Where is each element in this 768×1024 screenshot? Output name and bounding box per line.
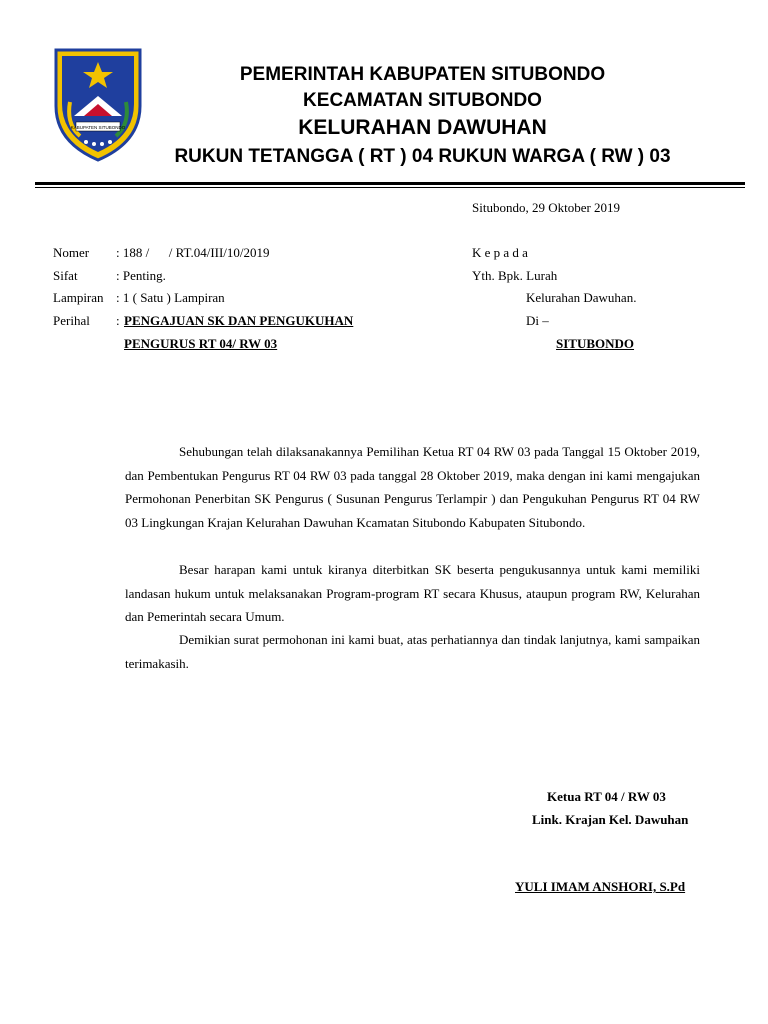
situbondo-regency-emblem: [50, 44, 146, 164]
sifat-value: : Penting.: [116, 268, 166, 283]
body-paragraph-1: Sehubungan telah dilaksanakannya Pemilihan Ketua RT 04 RW 03 pada Tanggal 15 Oktober 2019, dan Pembentukan Pengurus RT 04 RW 03 pada tanggal 28 Oktober 2019, maka dengan ini kami mengajukan Permohonan Penerbitan SK Pengurus ( Susunan Pengurus Terlampir ) dan Pengukuhan Pengurus RT 04 RW 03 Lingkungan Krajan Kelurahan Dawuhan Kcamatan Situbondo Kabupaten Situbondo.: [125, 444, 700, 530]
letter-date: Situbondo, 29 Oktober 2019: [472, 200, 621, 215]
letterhead-rt-rw: RUKUN TETANGGA ( RT ) 04 RUKUN WARGA ( RW ) 03: [174, 146, 671, 167]
perihal-subject-line2: PENGURUS RT 04/ RW 03: [124, 336, 278, 351]
logo-banner-text: KABUPATEN SITUBONDO: [70, 125, 126, 130]
lampiran-label: Lampiran: [53, 290, 104, 305]
signature-subtitle: Link. Krajan Kel. Dawuhan: [532, 812, 689, 827]
letterhead-divider-thin: [35, 187, 745, 188]
body-paragraph-3: Demikian surat permohonan ini kami buat, atas perhatiannya dan tindak lanjutnya, kami sampaikan terimakasih.: [125, 632, 700, 671]
perihal-colon: :: [116, 313, 120, 328]
recipient-office: Kelurahan Dawuhan.: [526, 290, 637, 305]
sifat-label: Sifat: [53, 268, 78, 283]
perihal-subject-line1: PENGAJUAN SK DAN PENGUKUHAN: [124, 313, 354, 328]
letterhead-district: KECAMATAN SITUBONDO: [303, 90, 542, 111]
letterhead-village: KELURAHAN DAWUHAN: [298, 116, 547, 139]
body-paragraph-2: Besar harapan kami untuk kiranya diterbitkan SK beserta pengukusannya untuk kami memiliki landasan hukum untuk melaksanakan Program-program RT secara Khusus, ataupun program RW, Kelurahan dan Pemerintah secara Umum.: [125, 562, 700, 624]
lampiran-value: : 1 ( Satu ) Lampiran: [116, 290, 225, 305]
recipient-city: SITUBONDO: [556, 336, 635, 351]
letterhead-government: PEMERINTAH KABUPATEN SITUBONDO: [239, 64, 606, 85]
signature-title: Ketua RT 04 / RW 03: [547, 789, 666, 804]
nomor-label: Nomer: [53, 245, 90, 260]
signatory-name: YULI IMAM ANSHORI, S.Pd: [515, 879, 686, 894]
nomor-value: : 188 / / RT.04/III/10/2019: [116, 245, 270, 260]
letterhead-divider-thick: [35, 182, 745, 185]
recipient-di: Di –: [526, 313, 549, 328]
perihal-label: Perihal: [53, 313, 90, 328]
recipient-yth: Yth. Bpk. Lurah: [472, 268, 558, 283]
recipient-kepada: K e p a d a: [472, 245, 528, 260]
